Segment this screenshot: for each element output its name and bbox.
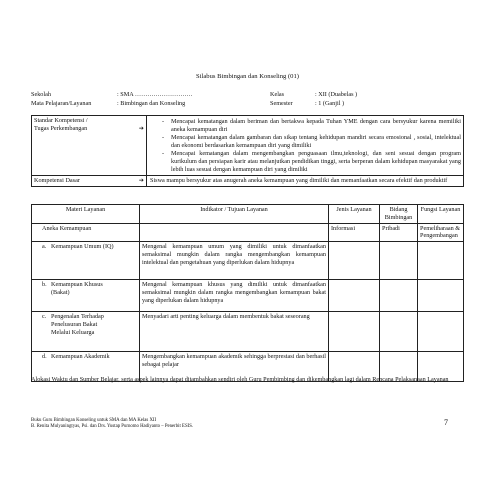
page-title: Silabus Bimbingan dan Konseling (01) xyxy=(196,73,299,80)
footnote: Alokasi Waktu dan Sumber Belajar, serta aspek lainnya dapat ditambahkan sendiri oleh Guru Pembimbing dan dikembangkan lagi dalam Rencana Pelaksanaan Layanan xyxy=(31,376,449,383)
footer-line: Buku Guru Bimbingan Konseling untuk SMA dan MA Kelas XII xyxy=(31,418,157,423)
row-number: c. xyxy=(42,313,47,320)
meta-left xyxy=(31,91,231,109)
meta-school-row xyxy=(31,91,231,100)
header-jenis: Jenis Layanan xyxy=(329,205,380,224)
row-indikator: Mengenal kemampuan khusus yang dimiliki untuk dimanfaatkan semaksimal mungkin dalam rangka mengembangkan kemampuan bakat yang diperlukan dalam hidupnya xyxy=(140,280,329,312)
arrow-icon: ➔ xyxy=(138,124,144,132)
meta-subject-row xyxy=(31,100,231,109)
meta-class-row xyxy=(270,91,460,100)
meta-key: Kelas xyxy=(270,91,285,98)
meta-key: Sekolah xyxy=(31,91,51,98)
standard-item: - Mencapai kematangan dalam mengembangkan penguasaan ilmu,teknologi, dan seni sesuai dengan program kurikulum dan persiapan karir atau melanjutkan pendidikan tinggi, serta berperan dalam kehidupan masyarakat yang lebih luas sesuai dengan kemampuan diri yang dimiliki xyxy=(171,150,461,173)
header-indikator: Indikator / Tujuan Layanan xyxy=(140,205,329,224)
meta-value: : Bimbingan dan Konseling xyxy=(117,100,186,107)
section-fungsi: Pemeliharaan & Pengembangan xyxy=(418,223,464,242)
table-row xyxy=(32,312,464,352)
section-jenis: Informasi xyxy=(329,223,380,242)
meta-key: Mata Pelajaran/Layanan xyxy=(31,100,92,107)
header-fungsi: Fungsi Layanan xyxy=(418,205,464,224)
row-materi: Kemampuan Akademik xyxy=(51,353,110,360)
section-bidang: Pribadi xyxy=(380,223,418,242)
meta-right xyxy=(270,91,460,109)
row-number: a. xyxy=(42,243,47,250)
header-bidang: Bidang Bimbingan xyxy=(380,205,418,224)
page-number: 7 xyxy=(444,418,448,427)
meta-semester-row xyxy=(270,100,460,109)
basic-label-cell xyxy=(32,175,147,186)
standard-row xyxy=(32,116,464,176)
competency-table xyxy=(31,115,464,187)
standard-label-cell xyxy=(32,116,147,176)
standard-items-cell xyxy=(147,116,464,176)
service-table xyxy=(31,204,464,382)
row-indikator: Menyadari arti penting keluarga dalam membentuk bakat seseorang xyxy=(140,312,329,352)
row-indikator: Mengembangkan kemampuan akademik sehingga berprestasi dan berhasil sebagai pelajar xyxy=(140,352,329,382)
row-indikator: Mengenal kemampuan umum yang dimiliki untuk dimanfaatkan semaksimal mungkin dalam rangka mengembangkan kemampuan intelektual dan pengetahuan yang diperlukan dalam hidupnya xyxy=(140,242,329,280)
table-row xyxy=(32,280,464,312)
footer-line: B. Renita Mulyaningtyas, Psi. dan Drs. Yustap Purnomo Hadiyanto – Penerbit ESIS. xyxy=(31,424,194,430)
standard-label-line2: Tugas Perkembangan xyxy=(34,124,88,132)
row-materi: Pengenalan Terhadap Penelusuran Bakat Melalui Keluarga xyxy=(51,313,104,336)
row-materi: Kemampuan Umum (IQ) xyxy=(51,243,114,250)
basic-competency-row xyxy=(32,175,464,186)
arrow-icon: ➔ xyxy=(138,176,144,184)
page-footer xyxy=(31,418,331,431)
standard-item: - Mencapai kematangan dalam gambaran dan sikap tentang kehidupan mandiri secara emosional , sosial, intelektual dan ekonomi berdasarkan kemampuan diri yang dimiliki xyxy=(171,134,461,150)
standard-items-list xyxy=(159,118,461,173)
standard-label-line1: Standar Kompetensi / xyxy=(34,117,88,124)
meta-value: : 1 (Ganjil ) xyxy=(315,100,345,107)
basic-label: Kompetensi Dasar xyxy=(34,176,80,184)
row-materi: Kemampuan Khusus (Bakat) xyxy=(51,281,103,296)
meta-value: : XII (Duabelas ) xyxy=(315,91,358,98)
section-indikator xyxy=(140,223,329,242)
meta-value: : SMA ………………………. xyxy=(117,91,193,98)
header-row xyxy=(32,205,464,224)
row-number: b. xyxy=(42,281,47,288)
section-materi: Aneka Kemampuan xyxy=(32,223,140,242)
header-materi: Materi Layanan xyxy=(32,205,140,224)
table-row xyxy=(32,242,464,280)
row-number: d. xyxy=(42,353,47,360)
standard-item: - Mencapai kematangan dalam beriman dan bertakwa kepada Tuhan YME dengan cara bersyukur karena memiliki aneka kemampuan diri xyxy=(171,118,461,134)
meta-key: Semester xyxy=(270,100,293,107)
section-row xyxy=(32,223,464,242)
basic-text-cell: Siswa mampu bersyukur atas anugerah aneka kemampuan yang dimiliki dan memanfaatkan secara efektif dan produktif xyxy=(147,175,464,186)
